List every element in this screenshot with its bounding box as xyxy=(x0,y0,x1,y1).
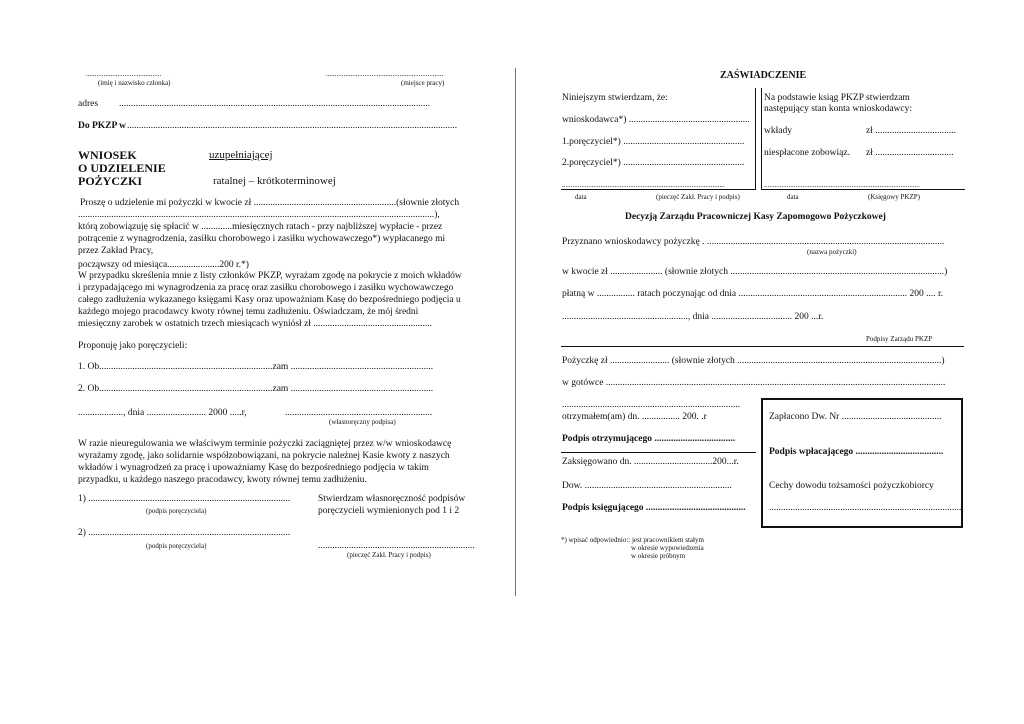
certificate-left-dots: ............................................................................................. xyxy=(562,181,725,189)
id-features-label: Cechy dowodu tożsamości pożyczkobiorcy xyxy=(769,481,934,491)
guarantor-1-signature-field[interactable]: 1) ..................................................................................... xyxy=(78,494,291,504)
liability-line-4: przypadku, u każdego naszego pracodawcy, kwoty równej temu zadłużeniu. xyxy=(78,475,367,485)
guarantor-1-field[interactable]: 1. Ob.........................................................................zam ............................................................ xyxy=(78,362,434,372)
certificate-left-stamp-label: (pieczęć Zakł. Pracy i podpis) xyxy=(656,193,740,201)
applicant-field[interactable]: wnioskodawca*) ................................................... xyxy=(562,115,750,125)
board-signature-label: Podpisy Zarządu PKZP xyxy=(866,335,933,343)
to-pkzp-field[interactable]: ........................................................................................................................................... xyxy=(127,121,458,131)
workplace-label: (miejsce pracy) xyxy=(401,79,445,87)
address-label: adres xyxy=(78,99,99,109)
liability-line-3: wkładów i wynagrodzeń za pracę i upoważniamy Kasę do bezpośredniego podjęcia w takim xyxy=(78,463,429,473)
workplace-stamp-label: (pieczęć Zakł. Pracy i podpis) xyxy=(347,551,431,559)
declaration-line-5: miesięczny zarobek w ostatnich trzech miesiącach wyniósł zł .................................................. xyxy=(78,319,433,329)
payable-field[interactable]: płatną w ................ ratach poczynając od dnia ....................................................................... 200 .... r. xyxy=(562,289,943,299)
form-title-line1: WNIOSEK xyxy=(78,148,137,162)
footnote-line-2: w okresie wypowiedzenia xyxy=(631,544,704,552)
receive-separator xyxy=(561,452,756,453)
certificate-left-date-label: data xyxy=(575,193,587,201)
guarantor-2-field[interactable]: 2. Ob.........................................................................zam ............................................................ xyxy=(78,384,434,394)
booked-field[interactable]: Zaksięgowano dn. .................................200...r. xyxy=(562,457,739,467)
unpaid-field[interactable]: zł ................................. xyxy=(866,148,954,158)
confirm-line-2: poręczycieli wymienionych pod 1 i 2 xyxy=(318,506,460,516)
request-line-4: potrącenie z wynagrodzenia, zasiłku chorobowego i zasiłku wychowawczego*) wypłacanego mi xyxy=(78,234,446,244)
request-line-5: przez Zakład Pracy, xyxy=(78,246,154,256)
decision-title: Decyzją Zarządu Pracowniczej Kasy Zapomogowo Pożyczkowej xyxy=(625,212,886,222)
address-field[interactable]: ................................................................................................................................... xyxy=(119,99,431,109)
option-type: ratalnej – krótkoterminowej xyxy=(213,175,336,187)
certificate-right-date-label: data xyxy=(787,193,799,201)
request-line-3: którą zobowiązuję się spłacić w .............miesięcznych ratach - przy najbliższej wypłacie - przez xyxy=(78,222,443,232)
page-divider xyxy=(515,68,516,596)
received-dots: ........................................................................... xyxy=(562,400,741,410)
account-status-line-2: następujący stan konta wnioskodawcy: xyxy=(764,104,913,114)
declaration-line-4: każdego mojego pracodawcy kwoty równej temu zadłużeniu. Oświadczam, że mój średni xyxy=(78,307,419,317)
certificate-guarantor-2-field[interactable]: 2.poręczyciel*) ................................................... xyxy=(562,158,745,168)
declaration-line-1: W przypadku skreślenia mnie z listy członków PKZP, wyrażam zgodę na pokrycie z moich wkładów xyxy=(78,271,462,281)
applicant-signature-field[interactable]: .............................................................. xyxy=(285,408,433,418)
document-number-field[interactable]: Dow. .............................................................. xyxy=(562,481,732,491)
certificate-title: ZAŚWIADCZENIE xyxy=(720,70,807,81)
separator-line xyxy=(561,346,964,347)
guarantor-2-signature-field[interactable]: 2) ..................................................................................... xyxy=(78,528,291,538)
starting-month: począwszy od miesiąca......................200 r.*) xyxy=(78,260,249,270)
request-line-2: ......................................................................................................................................................), xyxy=(78,210,440,220)
footnote-line-1: *) wpisać odpowiednio:: jest pracownikiem stałym xyxy=(561,536,704,544)
confirm-line-1: Stwierdzam własnoręczność podpisów xyxy=(318,494,466,504)
id-features-field[interactable]: .................................................................................. xyxy=(769,503,964,513)
unpaid-label: niespłacone zobowiąz. xyxy=(764,148,850,158)
option-supplementary: uzupełniającej xyxy=(209,149,273,161)
guarantor-2-signature-label: (podpis poręczyciela) xyxy=(146,542,207,550)
accountant-label: (Księgowy PKZP) xyxy=(868,193,920,201)
loan-cash-amount-field[interactable]: Pożyczkę zł ......................... (słownie złotych ......................................................................................) xyxy=(562,356,945,366)
paid-document-field[interactable]: Zapłacono Dw. Nr .......................................... xyxy=(769,412,942,422)
guarantors-intro: Proponuję jako poręczycieli: xyxy=(78,341,188,351)
to-pkzp-label: Do PKZP w xyxy=(78,121,127,131)
date-field[interactable]: ..................., dnia ......................... 2000 .....r, xyxy=(78,408,247,418)
declaration-line-2: i przypadającego mi wynagrodzenia za pracę oraz zasiłku chorobowego i zasiłku wychowawczego xyxy=(78,283,454,293)
payer-signature-field[interactable]: Podpis wpłacającego ..................................... xyxy=(769,447,944,457)
workplace-stamp-field[interactable]: .................................................................. xyxy=(318,541,475,551)
loan-name-label: (nazwa pożyczki) xyxy=(807,248,857,256)
granted-field[interactable]: Przyznano wnioskodawcy pożyczkę . .................................................................................................... xyxy=(562,237,945,247)
liability-line-2: wyrażamy zgodę, jako solidarnie współzobowiązani, na pokrycie należnej Kasie kwoty z naszych xyxy=(78,451,450,461)
guarantor-1-signature-label: (podpis poręczyciela) xyxy=(146,507,207,515)
form-title-line3: POŻYCZKI xyxy=(78,174,143,188)
form-title-line2: O UDZIELENIE xyxy=(78,161,166,175)
footnote-line-3: w okresie próbnym xyxy=(631,552,686,560)
declaration-line-3: całego zadłużenia wykazanego księgami Kasy oraz upoważniam Kasę do bezpośredniego podjęcia u xyxy=(78,295,461,305)
certificate-right-dots: ......................................................................................... xyxy=(764,181,920,189)
liability-line-1: W razie nieuregulowania we właściwym terminie pożyczki zaciągniętej przez w/w wnioskodawcę xyxy=(78,439,452,449)
account-status-line-1: Na podstawie ksiąg PKZP stwierdzam xyxy=(764,93,910,103)
receiver-signature-field[interactable]: Podpis otrzymującego .................................. xyxy=(562,434,736,444)
certificate-intro: Niniejszym stwierdzam, że: xyxy=(562,93,668,103)
name-dots: ........................................... xyxy=(86,70,162,78)
certificate-guarantor-1-field[interactable]: 1.poręczyciel*) ................................................... xyxy=(562,137,745,147)
received-field[interactable]: otrzymałem(am) dn. ................ 200. .r xyxy=(562,412,707,422)
workplace-dots: ................................................................... xyxy=(326,70,444,78)
applicant-signature-label: (własnoręczny podpisa) xyxy=(329,418,396,426)
loan-amount-field[interactable]: w kwocie zł ...................... (słownie złotych ..........................................................................................) xyxy=(562,267,948,277)
in-cash-field[interactable]: w gotówce ............................................................................................................................................... xyxy=(562,378,946,388)
accountant-signature-field[interactable]: Podpis księgującego .......................................... xyxy=(562,503,746,513)
decision-date-field[interactable]: ....................................................., dnia .................................. 200 ...r. xyxy=(562,312,824,322)
request-line-1: Proszę o udzielenie mi pożyczki w kwocie zł ............................................................(słownie złotych xyxy=(80,198,460,208)
name-label: (imię i nazwisko członka) xyxy=(98,79,171,87)
deposits-label: wkłady xyxy=(764,126,792,136)
deposits-field[interactable]: zł .................................. xyxy=(866,126,956,136)
